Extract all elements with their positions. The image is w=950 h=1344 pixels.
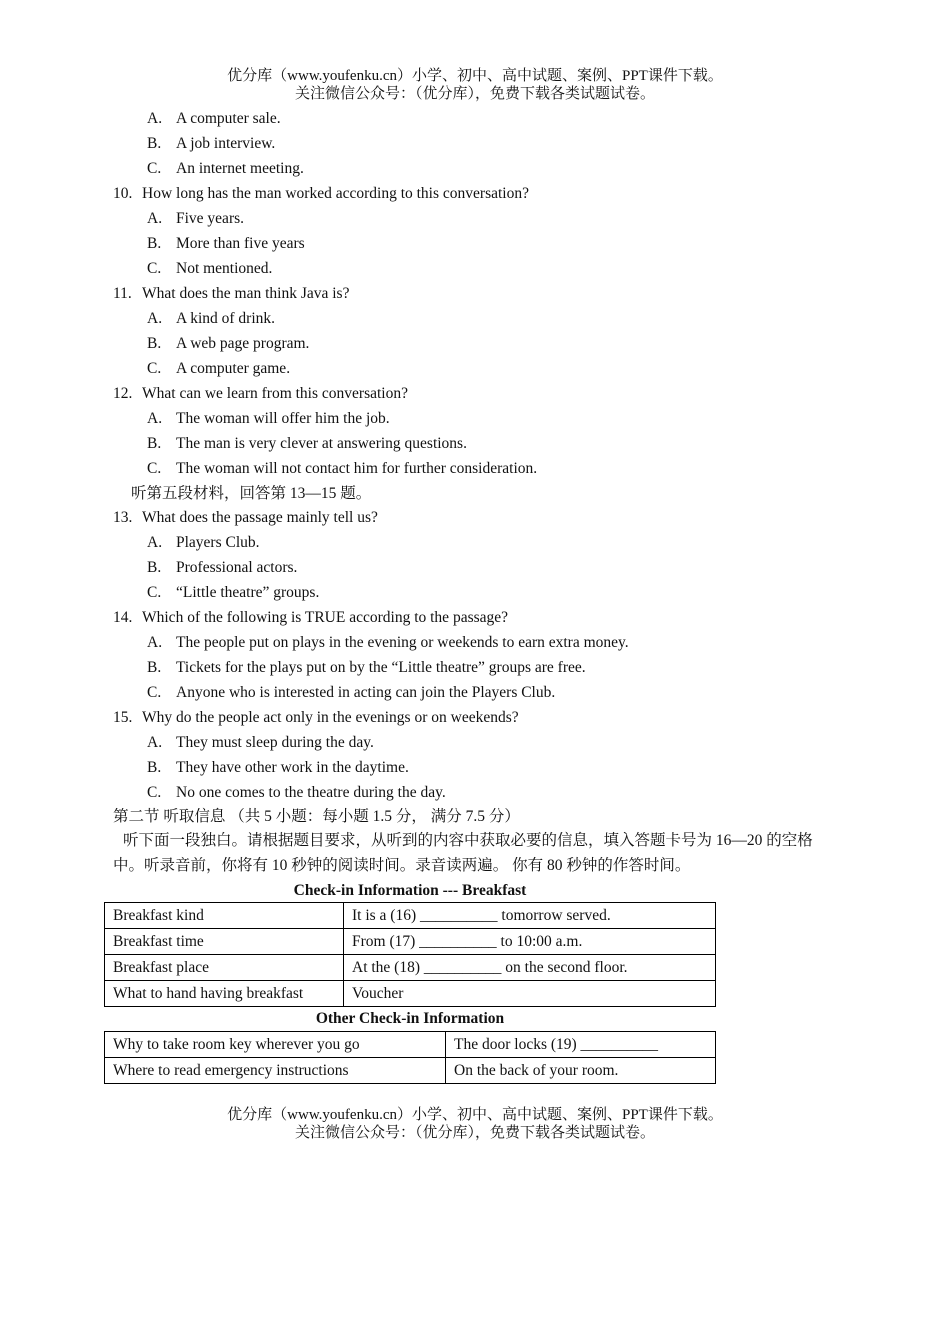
- option-12a: A. The woman will offer him the job.: [147, 410, 390, 427]
- section-5-intro: 听第五段材料，回答第 13—15 题。: [131, 485, 372, 502]
- table-cell: The door locks (19) __________: [446, 1032, 716, 1058]
- option-13a: A. Players Club.: [147, 534, 260, 551]
- option-9c: C. An internet meeting.: [147, 160, 304, 177]
- table-row: [105, 1058, 716, 1084]
- option-11b: B. A web page program.: [147, 335, 310, 352]
- table-row: [105, 1032, 716, 1058]
- question-10: 10. How long has the man worked according to this conversation?: [113, 185, 529, 202]
- table-cell: Where to read emergency instructions: [105, 1058, 446, 1084]
- table-cell: Why to take room key wherever you go: [105, 1032, 446, 1058]
- option-14a: A. The people put on plays in the evening or weekends to earn extra money.: [147, 634, 629, 651]
- option-10c: C. Not mentioned.: [147, 260, 273, 277]
- table-row: [105, 929, 716, 955]
- option-10a: A. Five years.: [147, 210, 245, 227]
- part-2-instructions: 听下面一段独白。请根据题目要求，从听到的内容中获取必要的信息，填入答题卡号为 16—20 的空格中。听录音前，你将有 10 秒钟的阅读时间。录音读两遍。 你有 80 秒钟的作答时间。: [113, 832, 813, 874]
- footer-line-1: 优分库（www.youfenku.cn）小学、初中、高中试题、案例、PPT课件下载。: [227, 1107, 723, 1123]
- question-15: 15. Why do the people act only in the evenings or on weekends?: [113, 709, 519, 726]
- option-9b: B. A job interview.: [147, 135, 276, 152]
- table-cell: At the (18) __________ on the second floor.: [344, 955, 716, 981]
- table-row: [105, 903, 716, 929]
- page-header: [0, 67, 950, 103]
- footer-line-2: 关注微信公众号：（优分库），免费下载各类试题试卷。: [294, 1125, 655, 1141]
- table-cell: What to hand having breakfast: [105, 981, 344, 1007]
- header-line-1: 优分库（www.youfenku.cn）小学、初中、高中试题、案例、PPT课件下载。: [227, 68, 723, 84]
- table-row: [105, 955, 716, 981]
- table-cell: Breakfast place: [105, 955, 344, 981]
- option-15b: B. They have other work in the daytime.: [147, 759, 409, 776]
- table-2-caption: Other Check-in Information: [315, 1010, 505, 1027]
- option-14b: B. Tickets for the plays put on by the “Little theatre” groups are free.: [147, 659, 586, 676]
- table-cell: Voucher: [344, 981, 716, 1007]
- table-cell: From (17) __________ to 10:00 a.m.: [344, 929, 716, 955]
- table-cell: Breakfast kind: [105, 903, 344, 929]
- option-15c: C. No one comes to the theatre during the day.: [147, 784, 446, 801]
- page-footer: [0, 1106, 950, 1142]
- option-13b: B. Professional actors.: [147, 559, 298, 576]
- option-14c: C. Anyone who is interested in acting can join the Players Club.: [147, 684, 556, 701]
- question-12: 12. What can we learn from this conversation?: [113, 385, 408, 402]
- option-15a: A. They must sleep during the day.: [147, 734, 374, 751]
- option-11c: C. A computer game.: [147, 360, 291, 377]
- question-14: 14. Which of the following is TRUE according to the passage?: [113, 609, 509, 626]
- option-11a: A. A kind of drink.: [147, 310, 276, 327]
- table-row: [105, 981, 716, 1007]
- table-cell: It is a (16) __________ tomorrow served.: [344, 903, 716, 929]
- option-12b: B. The man is very clever at answering questions.: [147, 435, 467, 452]
- table-1-caption: Check-in Information --- Breakfast: [293, 882, 527, 899]
- table-cell: On the back of your room.: [446, 1058, 716, 1084]
- option-10b: B. More than five years: [147, 235, 305, 252]
- option-12c: C. The woman will not contact him for further consideration.: [147, 460, 538, 477]
- table-cell: Breakfast time: [105, 929, 344, 955]
- header-line-2: 关注微信公众号：（优分库），免费下载各类试题试卷。: [294, 86, 655, 102]
- question-13: 13. What does the passage mainly tell us?: [113, 509, 378, 526]
- other-info-table: [104, 1031, 716, 1084]
- option-13c: C. “Little theatre” groups.: [147, 584, 320, 601]
- question-11: 11. What does the man think Java is?: [113, 285, 350, 302]
- option-9a: A. A computer sale.: [147, 110, 281, 127]
- part-2-title: 第二节 听取信息 （共 5 小题：每小题 1.5 分， 满分 7.5 分）: [113, 808, 520, 825]
- breakfast-info-table: [104, 902, 716, 1007]
